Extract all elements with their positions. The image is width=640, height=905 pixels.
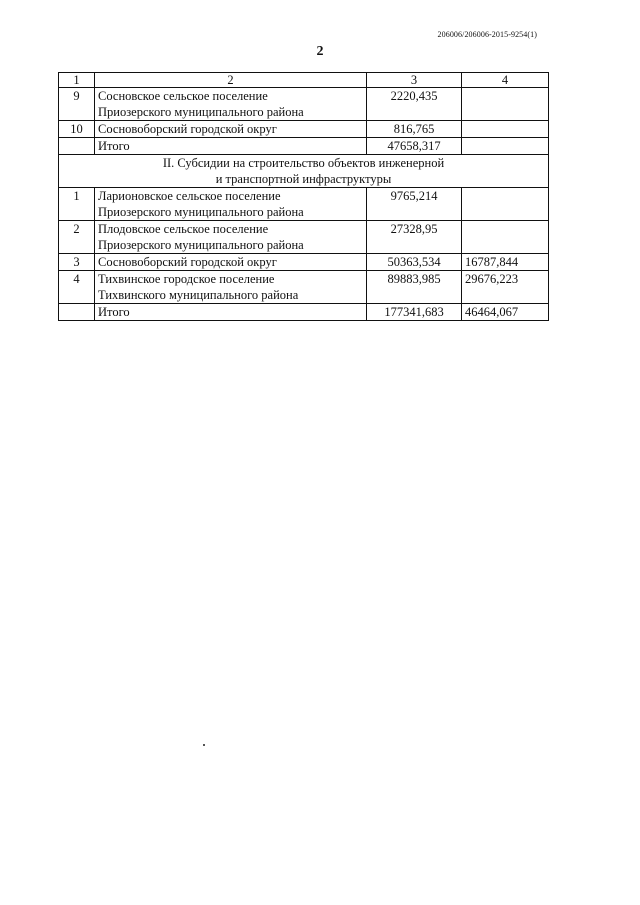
column-header-4: 4 [462,73,549,88]
row-value-col3: 89883,985 [367,271,462,304]
subsidy-table [58,72,549,321]
section-header-row [59,155,549,188]
table-row [59,221,549,254]
row-value-col3: 2220,435 [367,88,462,121]
table-row [59,271,549,304]
section-title: II. Субсидии на строительство объектов инженерной и транспортной инфраструктуры [59,155,549,188]
row-name: Сосновоборский городской округ [95,121,367,138]
column-header-3: 3 [367,73,462,88]
row-number: 2 [59,221,95,254]
total-number-cell [59,304,95,321]
total-value-col4 [462,138,549,155]
table-row [59,254,549,271]
document-code: 206006/206006-2015-9254(1) [437,30,537,39]
total-value-col4: 46464,067 [462,304,549,321]
row-name: Тихвинское городское поселение Тихвинского муниципального района [95,271,367,304]
row-name: Сосновское сельское поселение Приозерского муниципального района [95,88,367,121]
table-row [59,88,549,121]
row-value-col4 [462,88,549,121]
row-name: Сосновоборский городской округ [95,254,367,271]
total-row [59,304,549,321]
table-row [59,188,549,221]
row-value-col4 [462,188,549,221]
row-value-col3: 50363,534 [367,254,462,271]
total-value-col3: 47658,317 [367,138,462,155]
row-value-col4 [462,221,549,254]
table-row [59,121,549,138]
scan-speck [203,744,205,746]
row-value-col3: 816,765 [367,121,462,138]
total-number-cell [59,138,95,155]
row-number: 9 [59,88,95,121]
row-name: Ларионовское сельское поселение Приозерского муниципального района [95,188,367,221]
row-name: Плодовское сельское поселение Приозерского муниципального района [95,221,367,254]
total-row [59,138,549,155]
total-label: Итого [95,304,367,321]
column-number-row [59,73,549,88]
row-value-col4: 16787,844 [462,254,549,271]
row-value-col4: 29676,223 [462,271,549,304]
row-number: 3 [59,254,95,271]
page-number: 2 [316,44,324,59]
row-number: 1 [59,188,95,221]
total-value-col3: 177341,683 [367,304,462,321]
row-value-col3: 27328,95 [367,221,462,254]
column-header-1: 1 [59,73,95,88]
total-label: Итого [95,138,367,155]
row-value-col4 [462,121,549,138]
column-header-2: 2 [95,73,367,88]
row-value-col3: 9765,214 [367,188,462,221]
row-number: 10 [59,121,95,138]
row-number: 4 [59,271,95,304]
